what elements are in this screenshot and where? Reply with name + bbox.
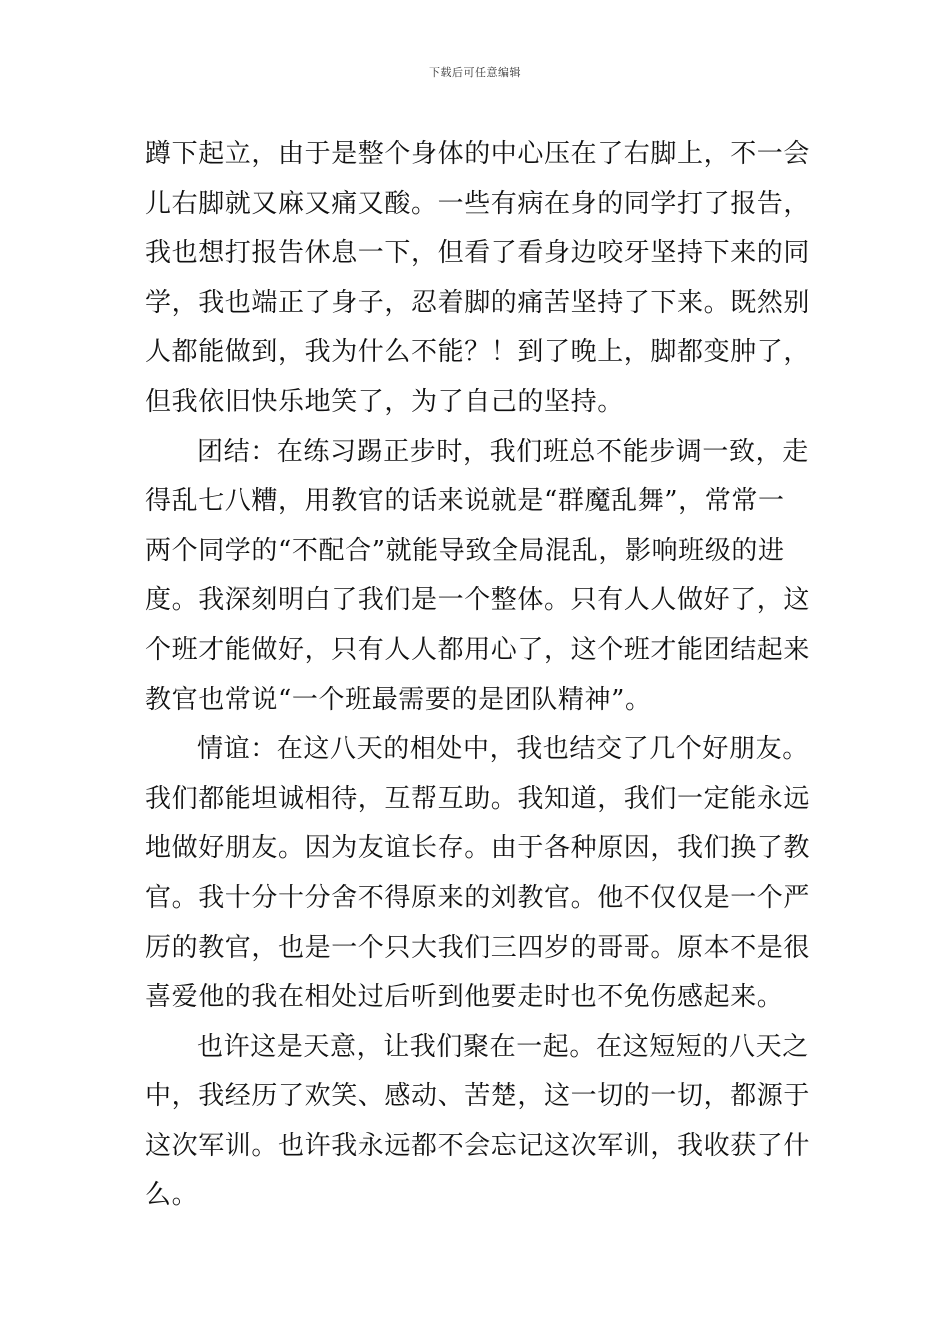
text-line: 学，我也端正了身子，忍着脚的痛苦坚持了下来。既然别 xyxy=(145,287,811,318)
text-line: 得乱七八糟，用教官的话来说就是“群魔乱舞”，常常一 xyxy=(145,486,785,517)
paragraph-start-line: 也许这是天意，让我们聚在一起。在这短短的八天之 xyxy=(197,1031,809,1062)
text-line: 我也想打报告休息一下，但看了看身边咬牙坚持下来的同 xyxy=(145,238,811,269)
text-line: 官。我十分十分舍不得原来的刘教官。他不仅仅是一个严 xyxy=(145,882,811,913)
text-line: 地做好朋友。因为友谊长存。由于各种原因，我们换了教 xyxy=(145,833,811,864)
text-line: 我们都能坦诚相待，互帮互助。我知道，我们一定能永远 xyxy=(145,783,811,814)
text-line: 教官也常说“一个班最需要的是团队精神”。 xyxy=(145,684,652,715)
text-line: 蹲下起立，由于是整个身体的中心压在了右脚上，不一会 xyxy=(145,139,811,169)
text-line: 两个同学的“不配合”就能导致全局混乱，影响班级的进 xyxy=(145,535,785,566)
text-line: 这次军训。也许我永远都不会忘记这次军训，我收获了什 xyxy=(145,1130,811,1161)
paragraph-start-line: 情谊：在这八天的相处中，我也结交了几个好朋友。 xyxy=(197,734,809,765)
paragraph-start-line: 团结：在练习踢正步时，我们班总不能步调一致，走 xyxy=(197,436,809,467)
text-line: 但我依旧快乐地笑了，为了自己的坚持。 xyxy=(145,386,624,417)
text-line: 中，我经历了欢笑、感动、苦楚，这一切的一切，都源于 xyxy=(145,1081,811,1112)
text-line: 个班才能做好，只有人人都用心了，这个班才能团结起来 xyxy=(145,634,811,665)
page-header: 下载后可任意编辑 xyxy=(429,66,521,79)
text-line: 么。 xyxy=(145,1180,199,1211)
text-line: 人都能做到，我为什么不能？！到了晚上，脚都变肿了， xyxy=(145,337,811,368)
text-line: 厉的教官，也是一个只大我们三四岁的哥哥。原本不是很 xyxy=(145,932,811,963)
text-line: 度。我深刻明白了我们是一个整体。只有人人做好了，这 xyxy=(145,585,811,616)
text-line: 儿右脚就又麻又痛又酸。一些有病在身的同学打了报告， xyxy=(145,188,811,219)
document-body xyxy=(145,130,811,1221)
text-line: 喜爱他的我在相处过后听到他要走时也不免伤感起来。 xyxy=(145,982,784,1013)
